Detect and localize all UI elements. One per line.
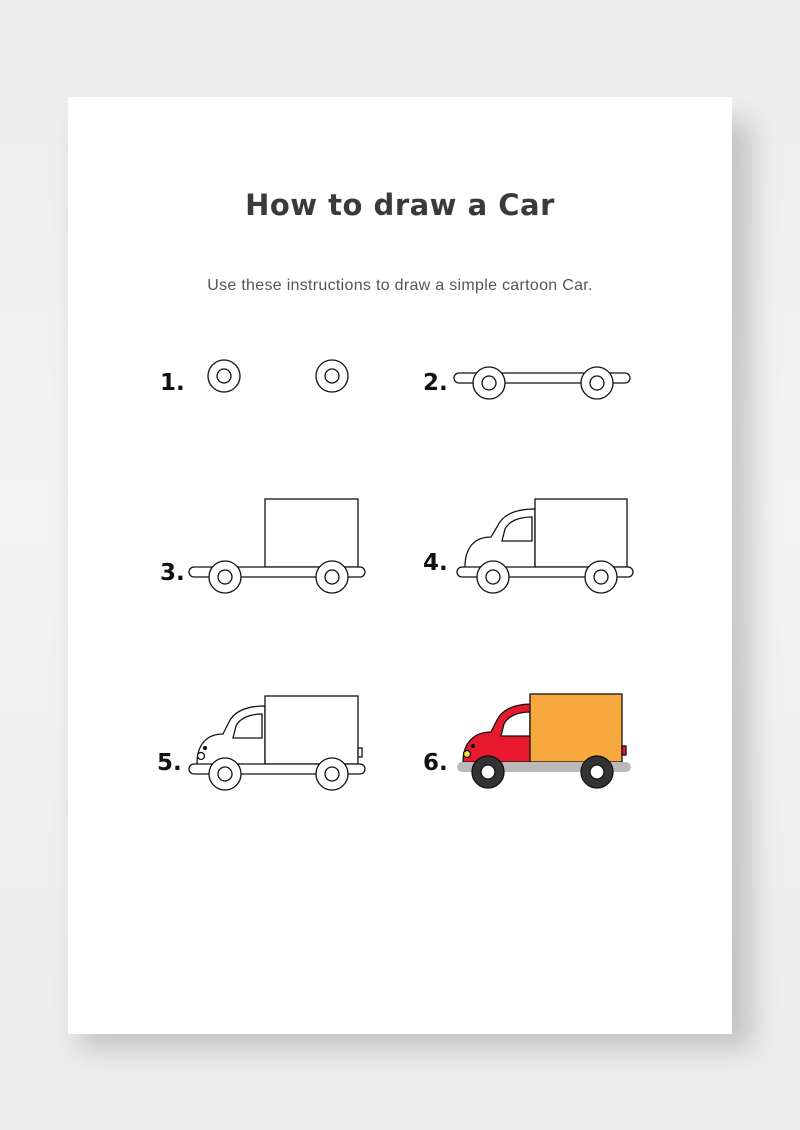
page-title: How to draw a Car [245,188,555,222]
wheel-rear [316,561,348,593]
step-5-number: 5. [157,750,182,776]
step-4-drawing [453,495,643,600]
wheel-rear [581,367,613,399]
cargo-box [535,499,627,567]
step-1-drawing [200,350,360,400]
step-3-drawing [185,495,375,600]
taillight [622,746,626,755]
cab-dot [472,745,475,748]
wheel-front [472,756,504,788]
wheel-front [473,367,505,399]
headlight [198,753,205,760]
cab-dot [204,747,207,750]
wheel-rear [316,758,348,790]
wheel-front [209,758,241,790]
step-5-drawing [185,692,375,797]
step-6-drawing [453,690,643,795]
step-6-number: 6. [423,750,448,776]
step-3-number: 3. [160,560,185,586]
page-subtitle: Use these instructions to draw a simple cartoon Car. [207,277,593,294]
wheel-front [477,561,509,593]
wheel-front [209,561,241,593]
wheel-rear [585,561,617,593]
step-2-drawing [450,355,640,405]
cargo-box [265,499,358,567]
step-2-number: 2. [423,370,448,396]
wheel-rear [581,756,613,788]
step-4-number: 4. [423,550,448,576]
wheel-front [208,360,240,392]
wheel-rear [316,360,348,392]
cargo-box [265,696,358,764]
headlight [464,751,471,758]
cargo-box-colored [530,694,622,762]
step-1-number: 1. [160,370,185,396]
taillight [358,748,362,757]
